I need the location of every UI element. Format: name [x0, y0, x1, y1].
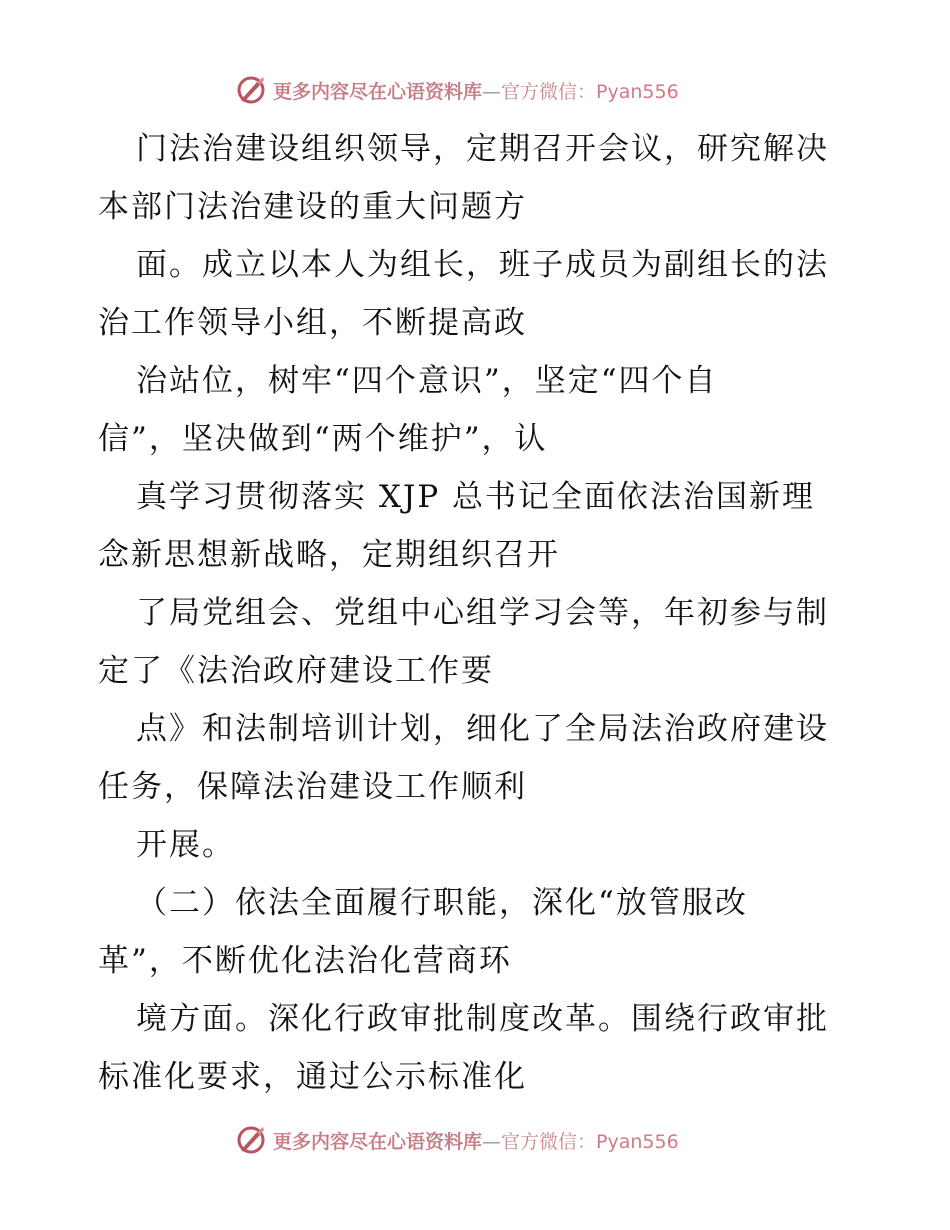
watermark-banner-bottom — [235, 1122, 679, 1158]
watermark-site-name: 更多内容尽在心语资料库 — [273, 80, 483, 103]
text-line: 本部门法治建设的重大问题方 — [98, 189, 527, 225]
text-line: 境方面。深化行政审批制度改革。围绕行政审批 — [136, 1001, 829, 1037]
watermark-label: 官方微信： — [501, 80, 597, 103]
text-line: 定了《法治政府建设工作要 — [98, 653, 494, 689]
watermark-separator: — — [482, 80, 502, 103]
watermark-wechat-id: Pyan556 — [596, 1130, 679, 1153]
text-line: （二）依法全面履行职能，深化“放管服改 — [136, 885, 748, 921]
text-line: 开展。 — [136, 827, 235, 863]
text-line: 治工作领导小组，不断提高政 — [98, 305, 527, 341]
watermark-wechat-id: Pyan556 — [596, 80, 679, 103]
watermark-text — [273, 1127, 679, 1154]
text-line: 标准化要求，通过公示标准化 — [98, 1059, 527, 1095]
document-body — [98, 120, 858, 1106]
text-line: 了局党组会、党组中心组学习会等，年初参与制 — [136, 595, 829, 631]
quill-logo-icon — [235, 74, 267, 106]
text-line: 念新思想新战略，定期组织召开 — [98, 537, 560, 573]
text-line: 任务，保障法治建设工作顺利 — [98, 769, 527, 805]
text-line: 点》和法制培训计划，细化了全局法治政府建设 — [136, 711, 829, 747]
text-line: 面。成立以本人为组长，班子成员为副组长的法 — [136, 247, 829, 283]
watermark-separator: — — [482, 1130, 502, 1153]
text-line: 门法治建设组织领导，定期召开会议，研究解决 — [136, 131, 829, 167]
watermark-label: 官方微信： — [501, 1130, 597, 1153]
text-line: 革”，不断优化法治化营商环 — [98, 943, 512, 979]
text-line: 真学习贯彻落实 XJP 总书记全面依法治国新理 — [136, 479, 816, 515]
watermark-text — [273, 77, 679, 104]
text-line: 信”，坚决做到“两个维护”，认 — [98, 421, 548, 457]
quill-logo-icon — [235, 1124, 267, 1156]
text-line: 治站位，树牢“四个意识”，坚定“四个自 — [136, 363, 718, 399]
watermark-site-name: 更多内容尽在心语资料库 — [273, 1130, 483, 1153]
watermark-banner-top — [235, 72, 679, 108]
